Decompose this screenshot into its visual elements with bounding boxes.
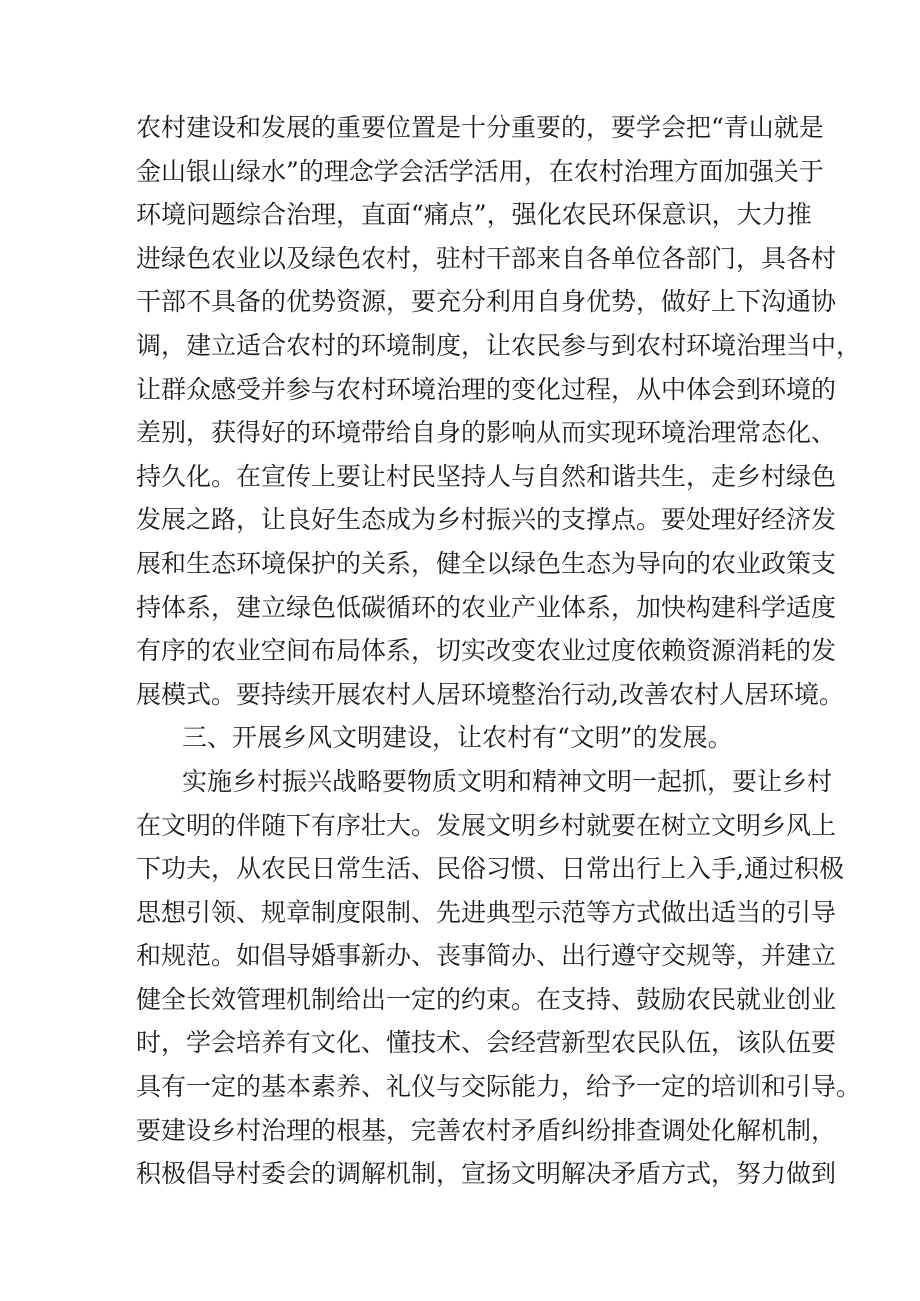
text-line: 持久化。在宣传上要让村民坚持人与自然和谐共生，走乡村绿色: [136, 461, 837, 491]
text-line: 展模式。要持续开展农村人居环境整治行动,改善农村人居环境。: [136, 679, 844, 709]
text-line: 进绿色农业以及绿色农村，驻村干部来自各单位各部门，具各村: [136, 243, 837, 273]
text-line: 实施乡村振兴战略要物质文明和精神文明一起抓，要让乡村: [182, 766, 833, 796]
text-line: 具有一定的基本素养、礼仪与交际能力，给予一定的培训和引导。: [136, 1072, 862, 1102]
text-line: 要建设乡村治理的根基，完善农村矛盾纠纷排查调处化解机制，: [136, 1115, 837, 1145]
text-line: 持体系，建立绿色低碳循环的农业产业体系，加快构建科学适度: [136, 592, 837, 622]
text-line: 环境问题综合治理，直面“痛点”，强化农民环保意识，大力推: [136, 200, 812, 230]
text-line: 思想引领、规章制度限制、先进典型示范等方式做出适当的引导: [136, 897, 837, 927]
text-line: 展和生态环境保护的关系，健全以绿色生态为导向的农业政策支: [136, 548, 837, 578]
text-line: 和规范。如倡导婚事新办、丧事简办、出行遵守交规等，并建立: [136, 941, 837, 971]
section-heading: 三、开展乡风文明建设，让农村有“文明”的发展。: [182, 723, 733, 753]
text-line: 积极倡导村委会的调解机制，宣扬文明解决矛盾方式，努力做到: [136, 1159, 837, 1189]
text-line: 有序的农业空间布局体系，切实改变农业过度依赖资源消耗的发: [136, 636, 837, 666]
text-line: 农村建设和发展的重要位置是十分重要的，要学会把“青山就是: [136, 113, 824, 142]
text-line: 差别，获得好的环境带给自身的影响从而实现环境治理常态化、: [136, 418, 837, 448]
text-line: 下功夫，从农民日常生活、民俗习惯、日常出行上入手,通过积极: [136, 854, 844, 884]
text-line: 让群众感受并参与农村环境治理的变化过程，从中体会到环境的: [136, 374, 837, 404]
text-line: 干部不具备的优势资源，要充分利用自身优势，做好上下沟通协: [136, 287, 837, 317]
text-line: 在文明的伴随下有序壮大。发展文明乡村就要在树立文明乡风上: [136, 810, 837, 840]
body-text: [136, 106, 862, 1196]
text-line: 金山银山绿水”的理念学会活学活用，在农村治理方面加强关于: [136, 156, 824, 186]
text-line: 调，建立适合农村的环境制度，让农民参与到农村环境治理当中，: [136, 330, 862, 360]
text-line: 发展之路，让良好生态成为乡村振兴的支撑点。要处理好经济发: [136, 505, 837, 535]
text-line: 时，学会培养有文化、懂技术、会经营新型农民队伍，该队伍要: [136, 1028, 837, 1058]
text-line: 健全长效管理机制给出一定的约束。在支持、鼓励农民就业创业: [136, 984, 837, 1014]
